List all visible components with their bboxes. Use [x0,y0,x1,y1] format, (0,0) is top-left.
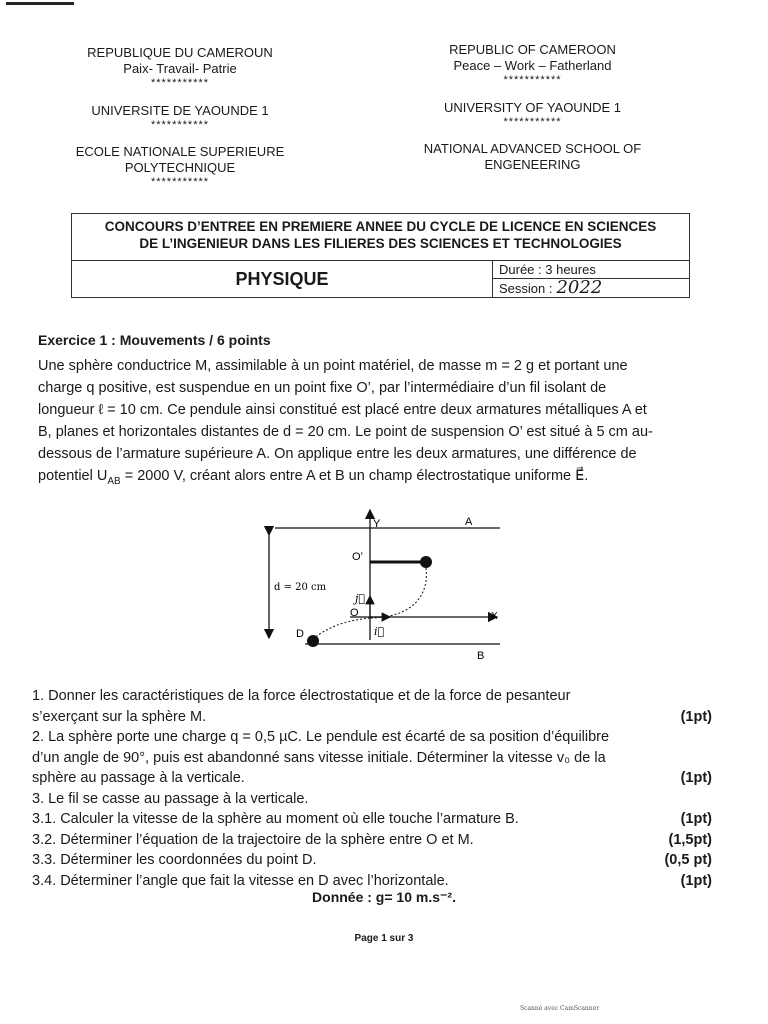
question-points: (0,5 pt) [664,852,712,868]
label-distance: d = 20 cm [274,582,327,593]
header-left [60,45,300,188]
question-text: 1. Donner les caractéristiques de la force électrostatique et de la force de pesanteur [32,688,571,704]
question-list [32,686,712,891]
given-data: Donnée : g= 10 m.s⁻². [312,889,456,905]
exercise-intro [38,355,718,493]
stars-separator: *********** [150,176,210,188]
question-text: d’un angle de 90°, puis est abandonné sans vitesse initiale. Déterminer la vitesse v₀ de la [32,749,606,766]
concours-line1: CONCOURS D’ENTREE EN PREMIERE ANNEE DU CYCLE DE LICENCE EN SCIENCES [104,219,657,234]
university-fr: UNIVERSITE DE YAOUNDE 1 [91,103,269,118]
question-line [32,707,712,728]
intro-text: = 2000 V, créant alors entre A et B un champ électrostatique uniforme E⃗. [120,468,589,484]
duration: Durée : 3 heures [493,261,690,279]
header-right [405,42,660,173]
question-text: 3.2. Déterminer l’équation de la trajectoire de la sphère entre O et M. [32,831,474,848]
question-line [32,768,712,789]
stars-separator: *********** [503,74,562,86]
sphere-initial [420,556,432,568]
question-line [32,789,712,810]
concours-title-box [71,213,690,261]
republic-fr: REPUBLIQUE DU CAMEROUN [87,45,273,60]
session-label: Session : [499,281,553,296]
intro-line: B, planes et horizontales distantes de d = 20 cm. Le point de suspension O’ est situé à 5 cm au- [38,424,653,440]
subject-title: PHYSIQUE [235,269,329,289]
stars-separator: *********** [503,116,562,128]
label-o: O [350,607,359,619]
university-en: UNIVERSITY OF YAOUNDE 1 [444,100,621,115]
school-en-line1: NATIONAL ADVANCED SCHOOL OF [423,141,642,156]
exercise-title: Exercice 1 : Mouvements / 6 points [38,332,271,348]
school-en-line2: ENGENEERING [484,157,581,172]
scanner-watermark: Scanné avec CamScanner [520,1005,600,1012]
question-text: sphère au passage à la verticale. [32,770,245,786]
question-line [32,809,712,830]
subject-row [71,260,690,298]
question-line [32,830,712,851]
session [493,279,690,297]
label-i: i⃗ [374,625,385,638]
question-line [32,686,712,707]
question-text: 3.4. Déterminer l’angle que fait la vitesse en D avec l’horizontale. [32,872,449,889]
intro-line: longueur ℓ = 10 cm. Ce pendule ainsi constitué est placé entre deux armatures métalliques A et [38,402,647,418]
motto-fr: Paix- Travail- Patrie [123,61,237,76]
label-d: D [296,628,304,640]
question-line [32,850,712,871]
intro-subscript: AB [107,475,121,487]
intro-text: potentiel U [38,468,108,484]
sphere-point-d [307,635,319,647]
label-x: X [491,611,498,622]
label-b: B [477,650,485,662]
school-fr-line2: POLYTECHNIQUE [124,160,236,175]
intro-line: charge q positive, est suspendue en un point fixe O’, par l’intermédiaire d’un fil isolant de [38,380,607,396]
school-fr-line1: ECOLE NATIONALE SUPERIEURE [75,144,285,159]
trajectory [313,618,370,639]
intro-line: dessous de l’armature supérieure A. On applique entre les deux armatures, une différence de [38,446,637,462]
decorative-rule [6,2,74,5]
label-y: Y [373,518,381,530]
republic-en: REPUBLIC OF CAMEROON [449,42,616,57]
label-j: j⃗ [355,592,366,605]
label-a: A [465,516,473,528]
pendulum-arc [370,568,426,618]
question-text: 3. Le fil se casse au passage à la verticale. [32,790,309,807]
label-o-prime: O’ [352,551,363,563]
question-text: 3.3. Déterminer les coordonnées du point D. [32,852,317,868]
question-line [32,748,712,769]
intro-line [38,465,718,493]
page-number: Page 1 sur 3 [354,933,414,944]
question-points: (1,5pt) [668,831,712,848]
intro-line: Une sphère conductrice M, assimilable à un point matériel, de masse m = 2 g et portant une [38,358,628,374]
question-line [32,871,712,892]
subject-meta [492,261,690,297]
question-points: (1pt) [680,708,712,725]
stars-separator: *********** [150,119,210,131]
question-text: s’exerçant sur la sphère M. [32,708,207,725]
question-text: 3.1. Calculer la vitesse de la sphère au moment où elle touche l’armature B. [32,811,519,827]
concours-line2: DE L’INGENIEUR DANS LES FILIERES DES SCIENCES ET TECHNOLOGIES [139,236,622,251]
question-text: 2. La sphère porte une charge q = 0,5 µC. Le pendule est écarté de sa position d’équilibre [32,729,610,745]
session-year: 2022 [556,277,603,298]
question-points: (1pt) [680,872,712,889]
question-line [32,727,712,748]
motto-en: Peace – Work – Fatherland [453,58,612,73]
stars-separator: *********** [150,77,210,89]
question-points: (1pt) [680,770,712,786]
pendulum-figure [255,505,515,665]
question-points: (1pt) [680,811,712,827]
